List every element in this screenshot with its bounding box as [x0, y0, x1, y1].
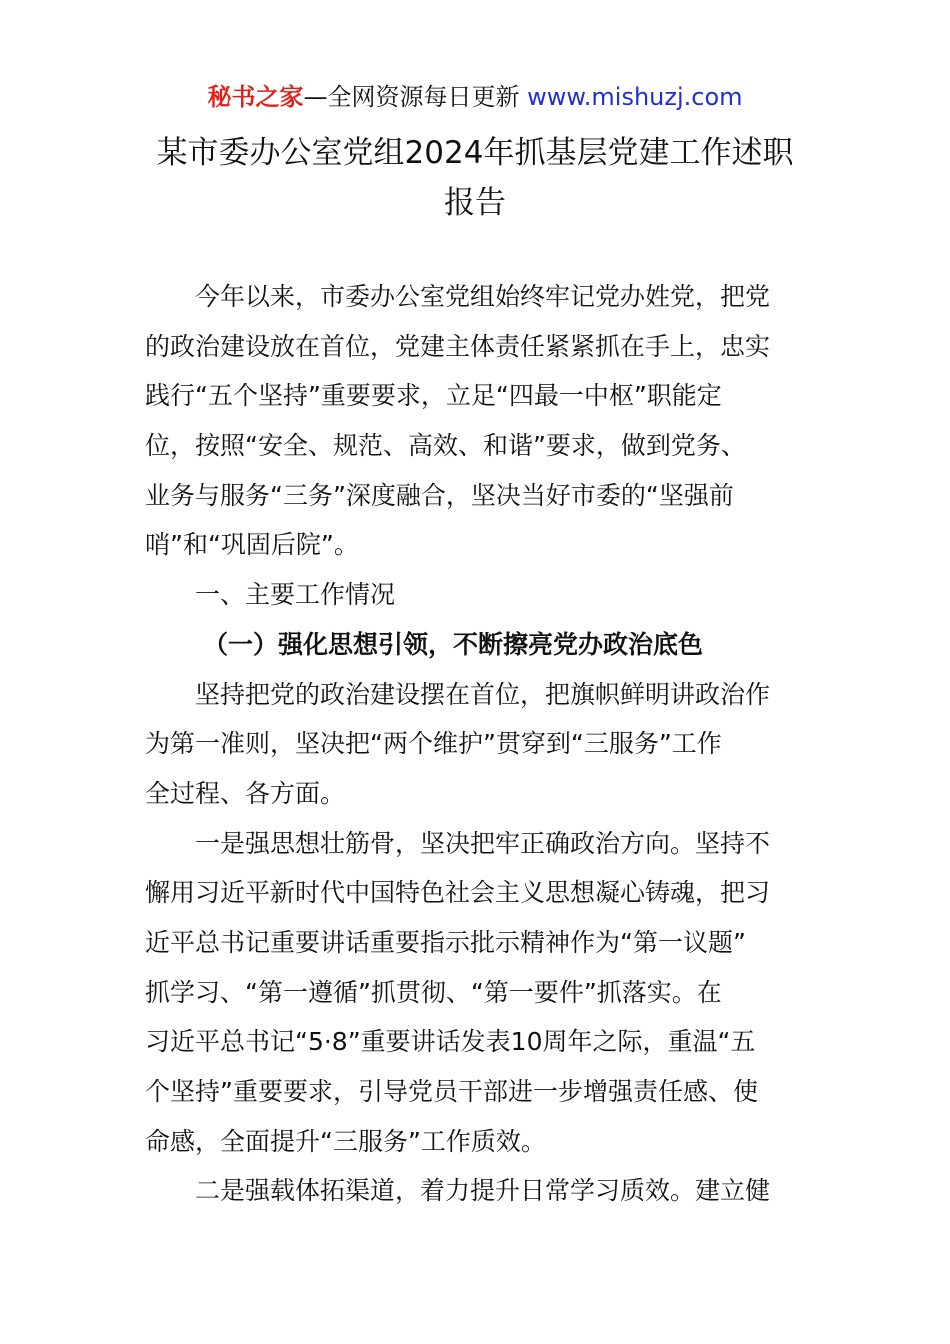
site-url-link[interactable]: www.mishuzj.com — [527, 83, 743, 111]
site-header — [0, 80, 950, 114]
paragraph-line: 为第一准则，坚决把“两个维护”贯穿到“三服务”工作 — [145, 729, 722, 759]
title-line-2: 报告 — [444, 185, 506, 221]
paragraph-line: 近平总书记重要讲话重要指示批示精神作为“第一议题” — [145, 927, 746, 957]
document-title — [130, 128, 820, 228]
paragraph-line: 命感，全面提升“三服务”工作质效。 — [145, 1126, 546, 1156]
paragraph-line: 全过程、各方面。 — [145, 778, 346, 808]
title-line-1: 某市委办公室党组2024年抓基层党建工作述职 — [156, 135, 794, 171]
subsection-heading: （一）强化思想引领，不断擦亮党办政治底色 — [203, 629, 704, 659]
paragraph-intro-line: 业务与服务“三务”深度融合，坚决当好市委的“坚强前 — [145, 480, 734, 510]
document-body — [145, 272, 810, 1216]
paragraph-intro-line: 位，按照“安全、规范、高效、和谐”要求，做到党务、 — [145, 431, 746, 461]
paragraph-line: 二是强载体拓渠道，着力提升日常学习质效。建立健 — [195, 1176, 771, 1206]
site-brand: 秘书之家 — [207, 83, 304, 111]
paragraph-intro-line: 践行“五个坚持”重要要求，立足“四最一中枢”职能定 — [145, 381, 722, 411]
paragraph-line: 一是强思想壮筋骨，坚决把牢正确政治方向。坚持不 — [195, 828, 771, 858]
paragraph-line: 懈用习近平新时代中国特色社会主义思想凝心铸魂，把习 — [145, 878, 771, 908]
paragraph-line: 个坚持”重要要求，引导党员干部进一步增强责任感、使 — [145, 1077, 758, 1106]
paragraph-intro-line: 今年以来，市委办公室党组始终牢记党办姓党，把党 — [195, 282, 771, 311]
paragraph-intro-line: 的政治建设放在首位，党建主体责任紧紧抓在手上，忠实 — [145, 331, 771, 361]
paragraph-line: 坚持把党的政治建设摆在首位，把旗帜鲜明讲政治作 — [195, 679, 771, 709]
section-heading: 一、主要工作情况 — [195, 580, 396, 610]
site-tagline: —全网资源每日更新 — [303, 83, 520, 111]
paragraph-line: 抓学习、“第一遵循”抓贯彻、“第一要件”抓落实。在 — [145, 977, 722, 1007]
paragraph-intro-line: 哨”和“巩固后院”。 — [145, 530, 359, 560]
paragraph-line: 习近平总书记“5·8”重要讲话发表10周年之际，重温“五 — [145, 1027, 756, 1057]
